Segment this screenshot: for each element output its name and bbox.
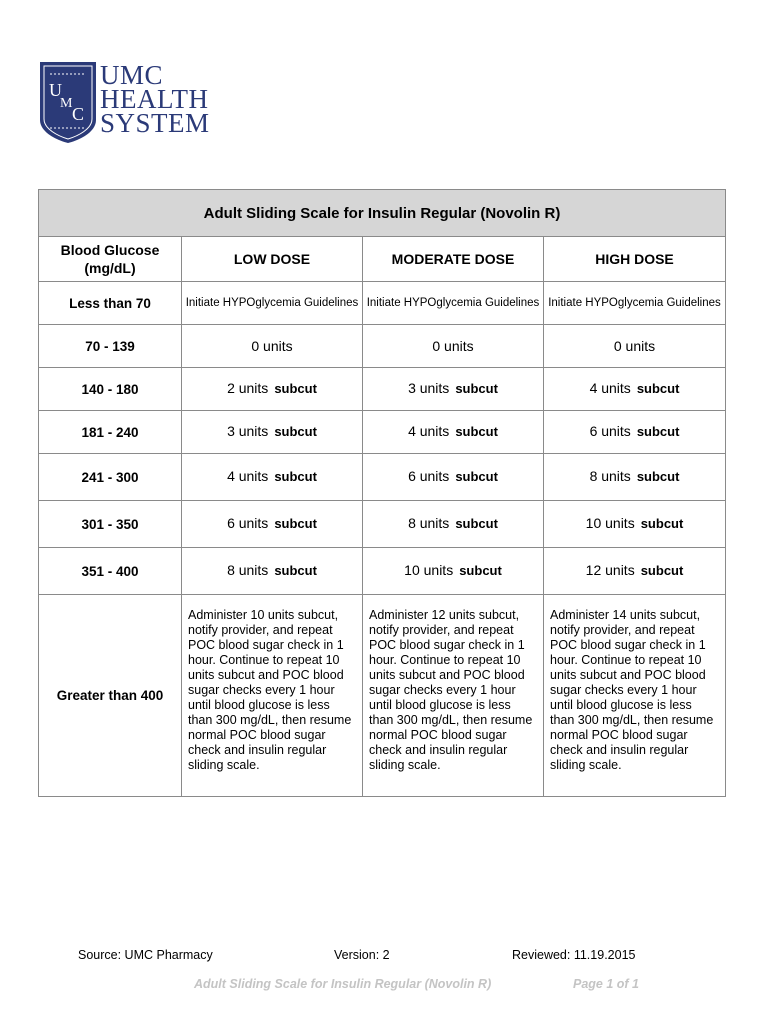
header-high-dose: HIGH DOSE bbox=[544, 237, 726, 282]
low-dose-cell: 0 units bbox=[182, 325, 363, 368]
dose-value: 4 units bbox=[589, 380, 631, 396]
low-dose-cell bbox=[182, 454, 363, 501]
logo-line-health: HEALTH bbox=[100, 84, 209, 114]
high-dose-cell bbox=[544, 368, 726, 411]
header-glucose-unit: (mg/dL) bbox=[84, 260, 136, 276]
moderate-dose-cell bbox=[363, 454, 544, 501]
route-label: subcut bbox=[640, 516, 684, 531]
route-label: subcut bbox=[455, 424, 498, 439]
moderate-dose-cell bbox=[363, 548, 544, 595]
monogram-u: U bbox=[49, 80, 62, 100]
high-dose-cell bbox=[544, 454, 726, 501]
header-low-dose: LOW DOSE bbox=[182, 237, 363, 282]
logo-wordmark bbox=[100, 60, 210, 138]
header-row bbox=[39, 237, 726, 282]
moderate-dose-cell bbox=[363, 501, 544, 548]
route-label: subcut bbox=[640, 563, 684, 578]
low-dose-cell: Initiate HYPOglycemia Guidelines bbox=[182, 282, 363, 325]
footer-source: Source: UMC Pharmacy bbox=[78, 948, 213, 962]
route-label: subcut bbox=[274, 424, 317, 439]
header-moderate-dose: MODERATE DOSE bbox=[363, 237, 544, 282]
dose-value: 4 units bbox=[408, 423, 450, 439]
dose-value: 6 units bbox=[408, 468, 450, 484]
high-dose-cell bbox=[544, 501, 726, 548]
dose-value: 10 units bbox=[404, 562, 454, 578]
shield-logo-icon bbox=[38, 60, 98, 144]
dose-value: 8 units bbox=[408, 515, 450, 531]
table-row bbox=[39, 282, 726, 325]
range-cell: Greater than 400 bbox=[39, 595, 182, 797]
monogram-m: M bbox=[60, 96, 73, 111]
moderate-dose-cell: 0 units bbox=[363, 325, 544, 368]
route-label: subcut bbox=[636, 381, 680, 396]
dose-value: 6 units bbox=[589, 423, 631, 439]
range-cell: 301 - 350 bbox=[39, 501, 182, 548]
range-cell: 181 - 240 bbox=[39, 411, 182, 454]
dose-value: 2 units bbox=[227, 380, 269, 396]
high-dose-cell bbox=[544, 548, 726, 595]
low-dose-cell bbox=[182, 501, 363, 548]
dose-value: 6 units bbox=[227, 515, 269, 531]
logo-line-umc: UMC bbox=[100, 60, 164, 90]
footer-document-title: Adult Sliding Scale for Insulin Regular (Novolin R) bbox=[194, 977, 492, 991]
dose-value: 8 units bbox=[589, 468, 631, 484]
range-cell: 351 - 400 bbox=[39, 548, 182, 595]
high-dose-cell: Administer 14 units subcut, notify provider, and repeat POC blood sugar check in 1 hour. Continue to repeat 10 units subcut and POC blood sugar checks every 1 hour until blood glucose is less than 300 mg/dL, then resume normal POC blood sugar check and insulin regular sliding scale. bbox=[544, 595, 726, 797]
footer-reviewed: Reviewed: 11.19.2015 bbox=[512, 948, 636, 962]
moderate-dose-cell bbox=[363, 368, 544, 411]
route-label: subcut bbox=[455, 516, 498, 531]
table-row bbox=[39, 368, 726, 411]
umc-logo bbox=[38, 60, 218, 144]
high-dose-cell: 0 units bbox=[544, 325, 726, 368]
table-row bbox=[39, 595, 726, 797]
logo-line-system: SYSTEM bbox=[100, 108, 210, 138]
dose-value: 4 units bbox=[227, 468, 269, 484]
table-row bbox=[39, 501, 726, 548]
low-dose-cell bbox=[182, 411, 363, 454]
route-label: subcut bbox=[274, 563, 317, 578]
route-label: subcut bbox=[274, 381, 317, 396]
monogram-c: C bbox=[72, 104, 85, 124]
moderate-dose-cell bbox=[363, 411, 544, 454]
range-cell: 140 - 180 bbox=[39, 368, 182, 411]
table-row bbox=[39, 548, 726, 595]
high-dose-cell: Initiate HYPOglycemia Guidelines bbox=[544, 282, 726, 325]
header-blood-glucose bbox=[39, 237, 182, 282]
low-dose-cell: Administer 10 units subcut, notify provider, and repeat POC blood sugar check in 1 hour. Continue to repeat 10 units subcut and POC blood sugar checks every 1 hour until blood glucose is less than 300 mg/dL, then resume normal POC blood sugar check and insulin regular sliding scale. bbox=[182, 595, 363, 797]
moderate-dose-cell: Administer 12 units subcut, notify provider, and repeat POC blood sugar check in 1 hour. Continue to repeat 10 units subcut and POC blood sugar checks every 1 hour until blood glucose is less than 300 mg/dL, then resume normal POC blood sugar check and insulin regular sliding scale. bbox=[363, 595, 544, 797]
table-row bbox=[39, 325, 726, 368]
dose-value: 10 units bbox=[585, 515, 635, 531]
route-label: subcut bbox=[455, 469, 498, 484]
route-label: subcut bbox=[274, 516, 317, 531]
dose-value: 12 units bbox=[585, 562, 635, 578]
dose-value: 3 units bbox=[227, 423, 269, 439]
table-row bbox=[39, 411, 726, 454]
route-label: subcut bbox=[636, 469, 680, 484]
range-cell: 70 - 139 bbox=[39, 325, 182, 368]
range-cell: 241 - 300 bbox=[39, 454, 182, 501]
route-label: subcut bbox=[636, 424, 680, 439]
range-cell: Less than 70 bbox=[39, 282, 182, 325]
route-label: subcut bbox=[455, 381, 498, 396]
table-row bbox=[39, 454, 726, 501]
header-glucose-line1: Blood Glucose bbox=[60, 242, 160, 258]
high-dose-cell bbox=[544, 411, 726, 454]
low-dose-cell bbox=[182, 368, 363, 411]
route-label: subcut bbox=[459, 563, 502, 578]
table-title: Adult Sliding Scale for Insulin Regular (Novolin R) bbox=[39, 190, 726, 237]
route-label: subcut bbox=[274, 469, 317, 484]
dose-value: 3 units bbox=[408, 380, 450, 396]
footer-version: Version: 2 bbox=[334, 948, 390, 962]
footer-page-number: Page 1 of 1 bbox=[573, 977, 639, 991]
moderate-dose-cell: Initiate HYPOglycemia Guidelines bbox=[363, 282, 544, 325]
sliding-scale-table bbox=[38, 189, 726, 797]
low-dose-cell bbox=[182, 548, 363, 595]
dose-value: 8 units bbox=[227, 562, 269, 578]
